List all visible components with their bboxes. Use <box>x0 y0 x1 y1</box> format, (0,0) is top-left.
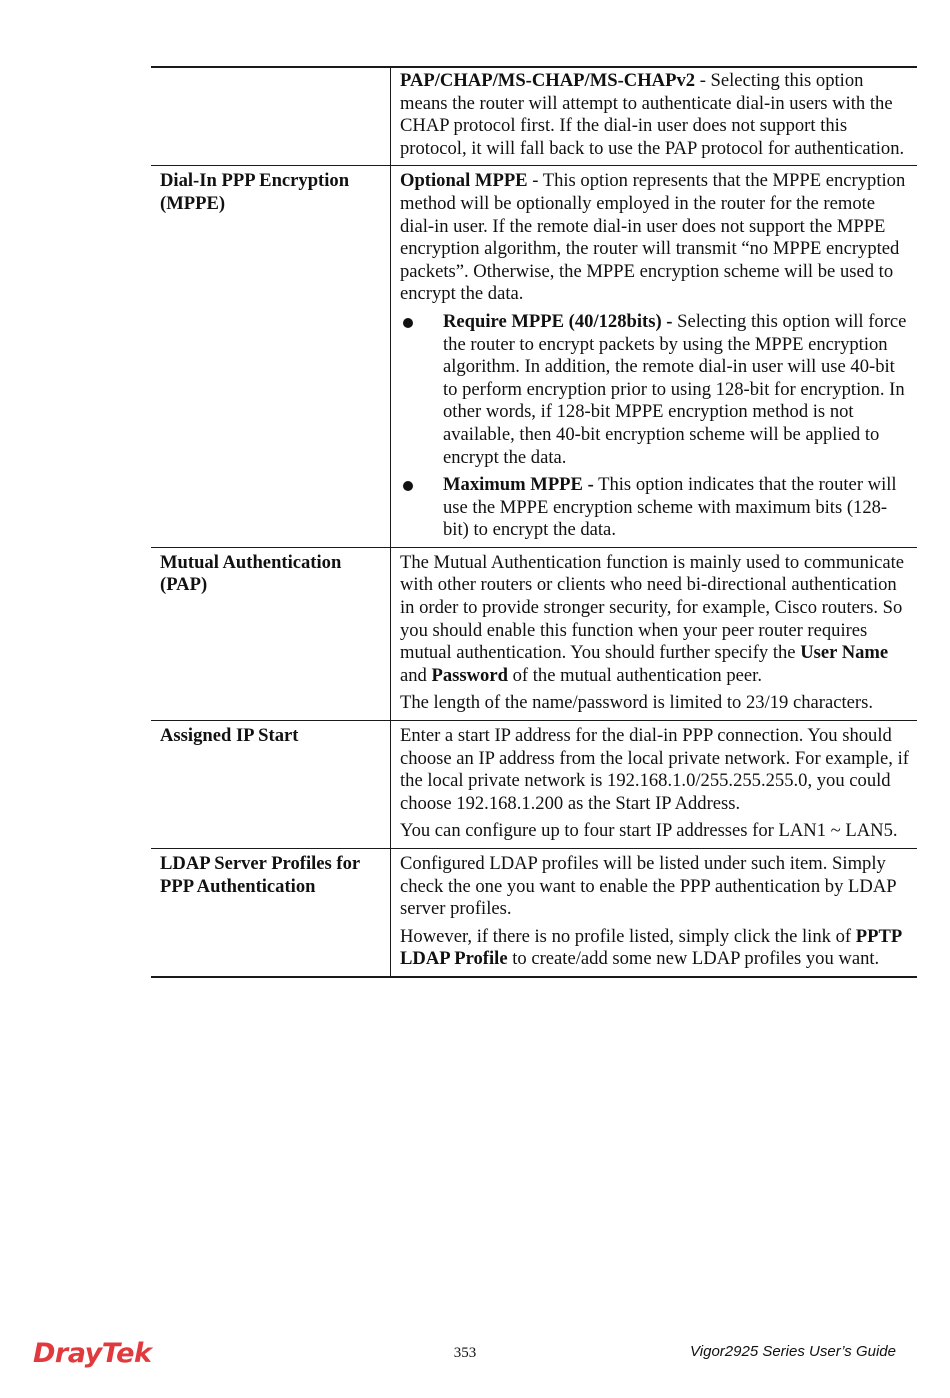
bullet-icon <box>403 481 413 491</box>
table-row <box>151 721 917 849</box>
table-row <box>151 547 917 720</box>
list-item <box>400 311 911 469</box>
option-name: PAP/CHAP/MS-CHAP/MS-CHAPv2 <box>400 70 696 91</box>
row-description <box>391 67 918 166</box>
description-paragraph: The length of the name/password is limited to 23/19 characters. <box>400 692 873 714</box>
row-label: Dial-In PPP Encryption (MPPE) <box>151 166 391 548</box>
table-row <box>151 67 917 166</box>
row-description <box>391 721 918 849</box>
list-item <box>400 474 911 542</box>
option-name: Maximum MPPE - <box>443 474 594 496</box>
row-description <box>391 166 918 548</box>
paragraph-text: to create/add some new LDAP profiles you want. <box>507 948 880 970</box>
description-paragraph: Enter a start IP address for the dial-in PPP connection. You should choose an IP address from the local private network. For example, if the local private network is 192.168.1.0/255.255.255.0, you could choose 192.168.1.200 as the Start IP Address. <box>400 725 909 814</box>
option-text: - Selecting this option means the router will attempt to authenticate dial-in users with the CHAP protocol first. If the dial-in user does not support this protocol, it will fall back to use the PAP protocol for authentication. <box>400 70 905 159</box>
description-paragraph <box>400 70 911 160</box>
paragraph-text: However, if there is no profile listed, simply click the link of <box>400 925 856 947</box>
option-text: This option indicates that the router will use the MPPE encryption scheme with maximum bits (128-bit) to encrypt the data. <box>443 474 897 541</box>
row-label: Mutual Authentication (PAP) <box>151 547 391 720</box>
row-description <box>391 849 918 977</box>
pptp-ldap-profile-term: PPTP LDAP Profile <box>400 925 902 970</box>
description-paragraph <box>400 926 911 971</box>
row-description <box>391 547 918 720</box>
settings-description-table <box>151 66 917 978</box>
table-row <box>151 849 917 977</box>
row-label <box>151 67 391 166</box>
row-label: LDAP Server Profiles for PPP Authentication <box>151 849 391 977</box>
description-paragraph: Configured LDAP profiles will be listed under such item. Simply check the one you want to enable the PPP authentication by LDAP server profiles. <box>400 853 896 920</box>
password-term: Password <box>431 664 508 686</box>
paragraph-text: of the mutual authentication peer. <box>507 664 762 686</box>
row-label: Assigned IP Start <box>151 721 391 849</box>
description-paragraph: You can configure up to four start IP addresses for LAN1 ~ LAN5. <box>400 820 898 842</box>
option-name: Require MPPE (40/128bits) - <box>443 310 673 332</box>
paragraph-text: The Mutual Authentication function is mainly used to communicate with other routers or clients who need bi-directional authentication in order to provide stronger security, for example, Cisco routers. So you should enable this function when your peer router requires mutual authentication. You should further specify the <box>400 551 904 664</box>
option-name: Optional MPPE <box>400 170 528 192</box>
option-text: Selecting this option will force the router to encrypt packets by using the MPPE encryption algorithm. In addition, the remote dial-in user will use 40-bit to perform encryption prior to using 128-bit for encryption. In other words, if 128-bit MPPE encryption method is not available, then 40-bit encryption scheme will be applied to encrypt the data. <box>443 310 907 468</box>
table-row <box>151 166 917 548</box>
guide-title: Vigor2925 Series User’s Guide <box>690 1343 896 1360</box>
bullet-icon <box>403 318 413 328</box>
description-paragraph <box>400 170 911 306</box>
description-paragraph <box>400 552 911 688</box>
page-number: 353 <box>453 1345 477 1361</box>
option-list <box>400 311 911 542</box>
paragraph-text: and <box>400 664 432 686</box>
option-text: - This option represents that the MPPE encryption method will be optionally employed in the router for the remote dial-in user. If the remote dial-in user does not support the MPPE encryption algorithm, the router will transmit “no MPPE encrypted packets”. Otherwise, the MPPE encryption scheme will be used to encrypt the data. <box>400 170 906 305</box>
draytek-logo: DrayTek <box>33 1338 152 1369</box>
user-name-term: User Name <box>800 642 889 664</box>
